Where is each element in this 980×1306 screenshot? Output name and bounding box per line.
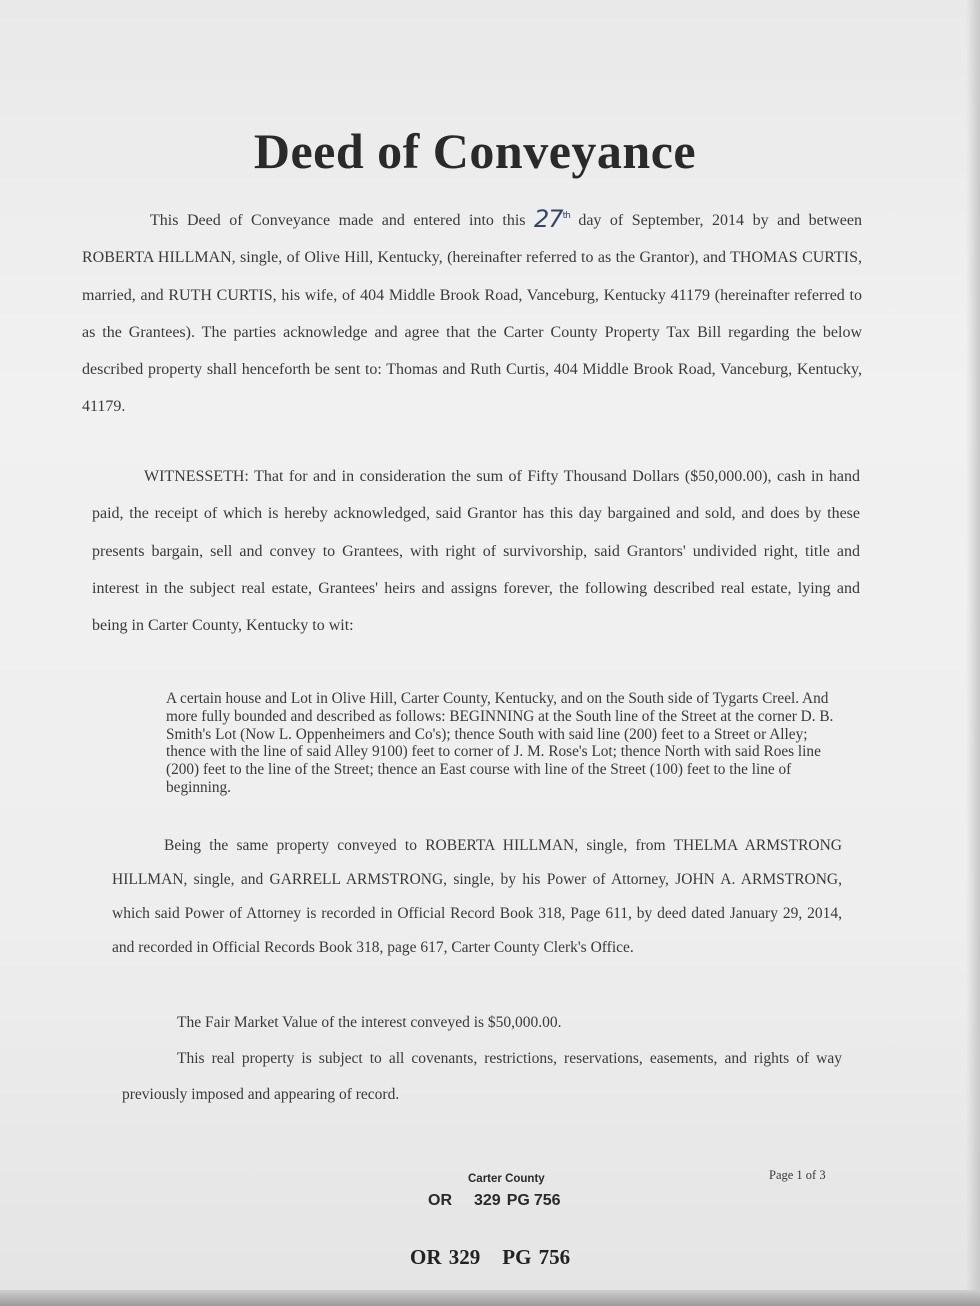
page-edge-shadow (966, 0, 980, 1306)
footer-book-ref: OR 329 (410, 1245, 481, 1269)
opening-text-end: day of September, 2014 by and between ROBERTA HILLMAN, single, of Olive Hill, Kentucky, (hereinafter referred to as the Grantor), and THOMAS CURTIS, married, and RUTH CURTIS, his wife, of 404 Middle Brook Road, Vanceburg, Kentucky 41179 (hereinafter referred to as the Grantees). The parties acknowledge and agree that the Carter County Property Tax Bill regarding the below described property shall henceforth be sent to: Thomas and Ruth Curtis, 404 Middle Brook Road, Vanceburg, Kentucky, 41179. (82, 212, 862, 416)
page-number: Page 1 of 3 (769, 1168, 826, 1182)
handwritten-day: 27th (534, 205, 570, 233)
source-paragraph (112, 829, 842, 965)
stamp-page: 756 (533, 1192, 561, 1209)
footer-page-ref: PG 756 (502, 1245, 571, 1269)
document-title: Deed of Conveyance (253, 123, 697, 179)
opening-text-start: This Deed of Conveyance made and entered into this (150, 212, 535, 229)
stamp-or-label: OR (428, 1192, 452, 1209)
bottom-edge (0, 1290, 980, 1306)
witnesseth-text: WITNESSETH: That for and in consideration the sum of Fifty Thousand Dollars ($50,000.00), cash in hand paid, the receipt of which is hereby acknowledged, said Grantor has this day bargained and sold, and does by these presents bargain, sell and convey to Grantees, with right of survivorship, said Grantors' undivided right, title and interest in the subject real estate, Grantees' heirs and assigns forever, the following described real estate, lying and being in Carter County, Kentucky to wit: (92, 468, 860, 635)
stamp-pg-label: PG (506, 1192, 530, 1209)
witnesseth-paragraph (92, 458, 860, 644)
closing-paragraphs (122, 1005, 842, 1113)
recording-stamp (428, 1192, 583, 1210)
footer-reference (410, 1245, 592, 1270)
fair-market-value: The Fair Market Value of the interest conveyed is $50,000.00. (177, 1014, 562, 1031)
covenants-text: This real property is subject to all covenants, restrictions, reservations, easements, and rights of way previously imposed and appearing of record. (122, 1050, 842, 1103)
stamp-book: 329 (474, 1192, 501, 1209)
source-text: Being the same property conveyed to ROBERTA HILLMAN, single, from THELMA ARMSTRONG HILLMAN, single, and GARRELL ARMSTRONG, single, by his Power of Attorney, JOHN A. ARMSTRONG, which said Power of Attorney is recorded in Official Record Book 318, Page 611, by deed dated January 29, 2014, and recorded in Official Records Book 318, page 617, Carter County Clerk's Office. (112, 837, 842, 956)
legal-description: A certain house and Lot in Olive Hill, Carter County, Kentucky, and on the South side of Tygarts Creel. And more fully bounded and described as follows: BEGINNING at the South line of the Street at the corner D. B. Smith's Lot (Now L. Oppenheimers and Co's); thence South with said line (200) feet to a Street or Alley; thence with the line of said Alley 9100) feet to corner of J. M. Rose's Lot; thence North with said Roes line (200) feet to the line of the Street; thence an East course with line of the Street (100) feet to the line of beginning. (166, 690, 834, 796)
opening-paragraph (82, 196, 862, 426)
stamp-county: Carter County (468, 1173, 545, 1185)
